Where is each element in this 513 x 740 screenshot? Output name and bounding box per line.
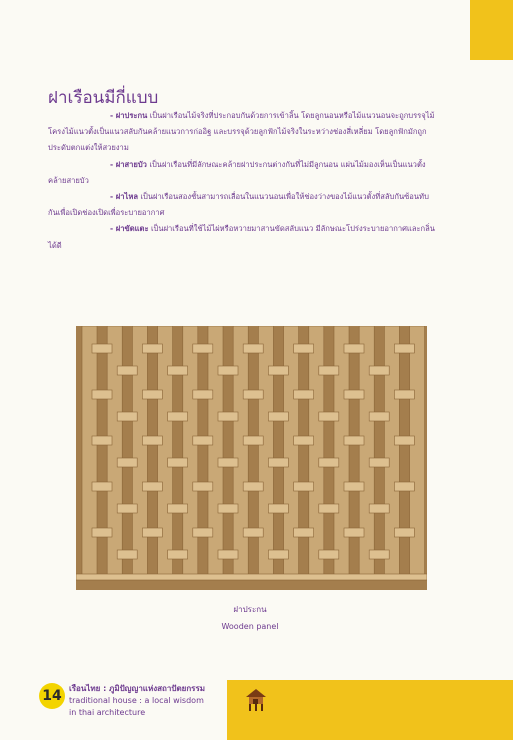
cross-rail (243, 528, 263, 537)
term-prakon: - ฝาประกน (110, 111, 148, 120)
cross-rail (193, 482, 213, 491)
cross-rail (142, 482, 162, 491)
cross-rail (92, 436, 112, 445)
paragraph-prakon (48, 108, 438, 157)
vertical-board (309, 326, 324, 576)
vertical-board (359, 326, 374, 576)
footer-book-title (69, 683, 205, 719)
desc-prakon: เป็นฝาเรือนไม้จริงที่ประกอบกันด้วยการเข้าลิ้น โดยลูกนอนหรือไม้แนวนอนจะถูกบรรจุไม้โครงไม้แนวตั้งเป็นแนวสลับกันคล้ายแนวการก่ออิฐ และบรรจุด้วยลูกฟักไม้จริงในระหว่างช่องสี่เหลี่ยม โดยลูกฟักมักถูกประดับตกแต่งให้สวยงาม (48, 111, 435, 153)
bottom-sill (76, 574, 427, 580)
cross-rail (294, 436, 314, 445)
cross-rail (218, 366, 238, 375)
cross-rail (142, 528, 162, 537)
cross-rail (344, 482, 364, 491)
cross-rail (218, 550, 238, 559)
cross-rail (294, 528, 314, 537)
cross-rail (117, 504, 137, 513)
cross-rail (168, 412, 188, 421)
figure-caption-thai: ฝาประกน (233, 605, 267, 614)
cross-rail (243, 390, 263, 399)
wooden-panel-photo (76, 326, 427, 590)
cross-rail (92, 528, 112, 537)
cross-rail (369, 366, 389, 375)
cross-rail (268, 458, 288, 467)
vertical-board (284, 326, 299, 576)
vertical-board (208, 326, 223, 576)
cross-rail (369, 504, 389, 513)
cross-rail (394, 482, 414, 491)
footer-accent-bar (227, 680, 513, 740)
footer-title-english-2: in thai architecture (69, 708, 146, 717)
body-text (48, 108, 438, 254)
cross-rail (168, 458, 188, 467)
cross-rail (92, 482, 112, 491)
cross-rail (142, 390, 162, 399)
cross-rail (117, 550, 137, 559)
cross-rail (117, 412, 137, 421)
cross-rail (268, 504, 288, 513)
cross-rail (319, 366, 339, 375)
vertical-board (82, 326, 97, 576)
cross-rail (193, 344, 213, 353)
page-number: 14 (39, 683, 65, 709)
cross-rail (142, 344, 162, 353)
vertical-board (183, 326, 198, 576)
term-saibua: - ฝาสายบัว (110, 159, 147, 169)
figure-caption-english: Wooden panel (221, 622, 279, 631)
cross-rail (344, 390, 364, 399)
cross-rail (319, 504, 339, 513)
cross-rail (394, 528, 414, 537)
paragraph-khattae (48, 221, 438, 253)
desc-saibua: เป็นฝาเรือนที่มีลักษณะคล้ายฝาประกนต่างกันที่ไม่มีลูกนอน แผ่นไม้มองเห็นเป็นแนวตั้งคล้ายสายบัว (48, 159, 426, 185)
cross-rail (344, 344, 364, 353)
cross-rail (394, 344, 414, 353)
cross-rail (168, 366, 188, 375)
desc-lai: เป็นฝาเรือนสองชั้นสามารถเลื่อนในแนวนอนเพื่อให้ช่องว่างของไม้แนวตั้งที่สลับกันซ้อนทับกันเพื่อเปิดช่องเปิดเพื่อระบายอากาศ (48, 192, 429, 218)
term-lai: - ฝาไหล (110, 192, 138, 202)
house-icon (244, 686, 268, 712)
cross-rail (344, 528, 364, 537)
footer-title-thai: เรือนไทย : ภูมิปัญญาแห่งสถาปัตยกรรม (69, 684, 206, 693)
cross-rail (369, 458, 389, 467)
cross-rail (218, 412, 238, 421)
cross-rail (117, 366, 137, 375)
cross-rail (268, 550, 288, 559)
cross-rail (92, 390, 112, 399)
cross-rail (394, 390, 414, 399)
corner-tab (470, 0, 513, 60)
cross-rail (168, 504, 188, 513)
cross-rail (344, 436, 364, 445)
cross-rail (193, 528, 213, 537)
desc-khattae: เป็นฝาเรือนที่ใช้ไม้ไผ่หรือหวายมาสานขัดสลับแนว มีลักษณะโปร่งระบายอากาศและกลิ่นได้ดี (48, 224, 435, 250)
cross-rail (193, 390, 213, 399)
cross-rail (92, 344, 112, 353)
cross-rail (243, 344, 263, 353)
vertical-board (233, 326, 248, 576)
vertical-board (132, 326, 147, 576)
vertical-board (410, 326, 425, 576)
cross-rail (319, 458, 339, 467)
cross-rail (117, 458, 137, 467)
cross-rail (394, 436, 414, 445)
paragraph-lai (48, 189, 438, 221)
cross-rail (218, 504, 238, 513)
cross-rail (168, 550, 188, 559)
cross-rail (142, 436, 162, 445)
cross-rail (319, 550, 339, 559)
page-title: ฝาเรือนมีกี่แบบ (48, 88, 159, 108)
footer-title-english-1: traditional house : a local wisdom (69, 696, 204, 705)
wooden-panel-illustration (76, 326, 427, 590)
cross-rail (294, 344, 314, 353)
vertical-board (334, 326, 349, 576)
vertical-board (107, 326, 122, 576)
cross-rail (218, 458, 238, 467)
cross-rail (294, 390, 314, 399)
cross-rail (369, 412, 389, 421)
vertical-board (258, 326, 273, 576)
cross-rail (268, 412, 288, 421)
vertical-board (384, 326, 399, 576)
cross-rail (243, 436, 263, 445)
paragraph-saibua (48, 157, 438, 189)
cross-rail (294, 482, 314, 491)
cross-rail (243, 482, 263, 491)
cross-rail (193, 436, 213, 445)
cross-rail (369, 550, 389, 559)
cross-rail (319, 412, 339, 421)
vertical-board (158, 326, 173, 576)
term-khattae: - ฝาขัดแตะ (110, 224, 149, 234)
cross-rail (268, 366, 288, 375)
